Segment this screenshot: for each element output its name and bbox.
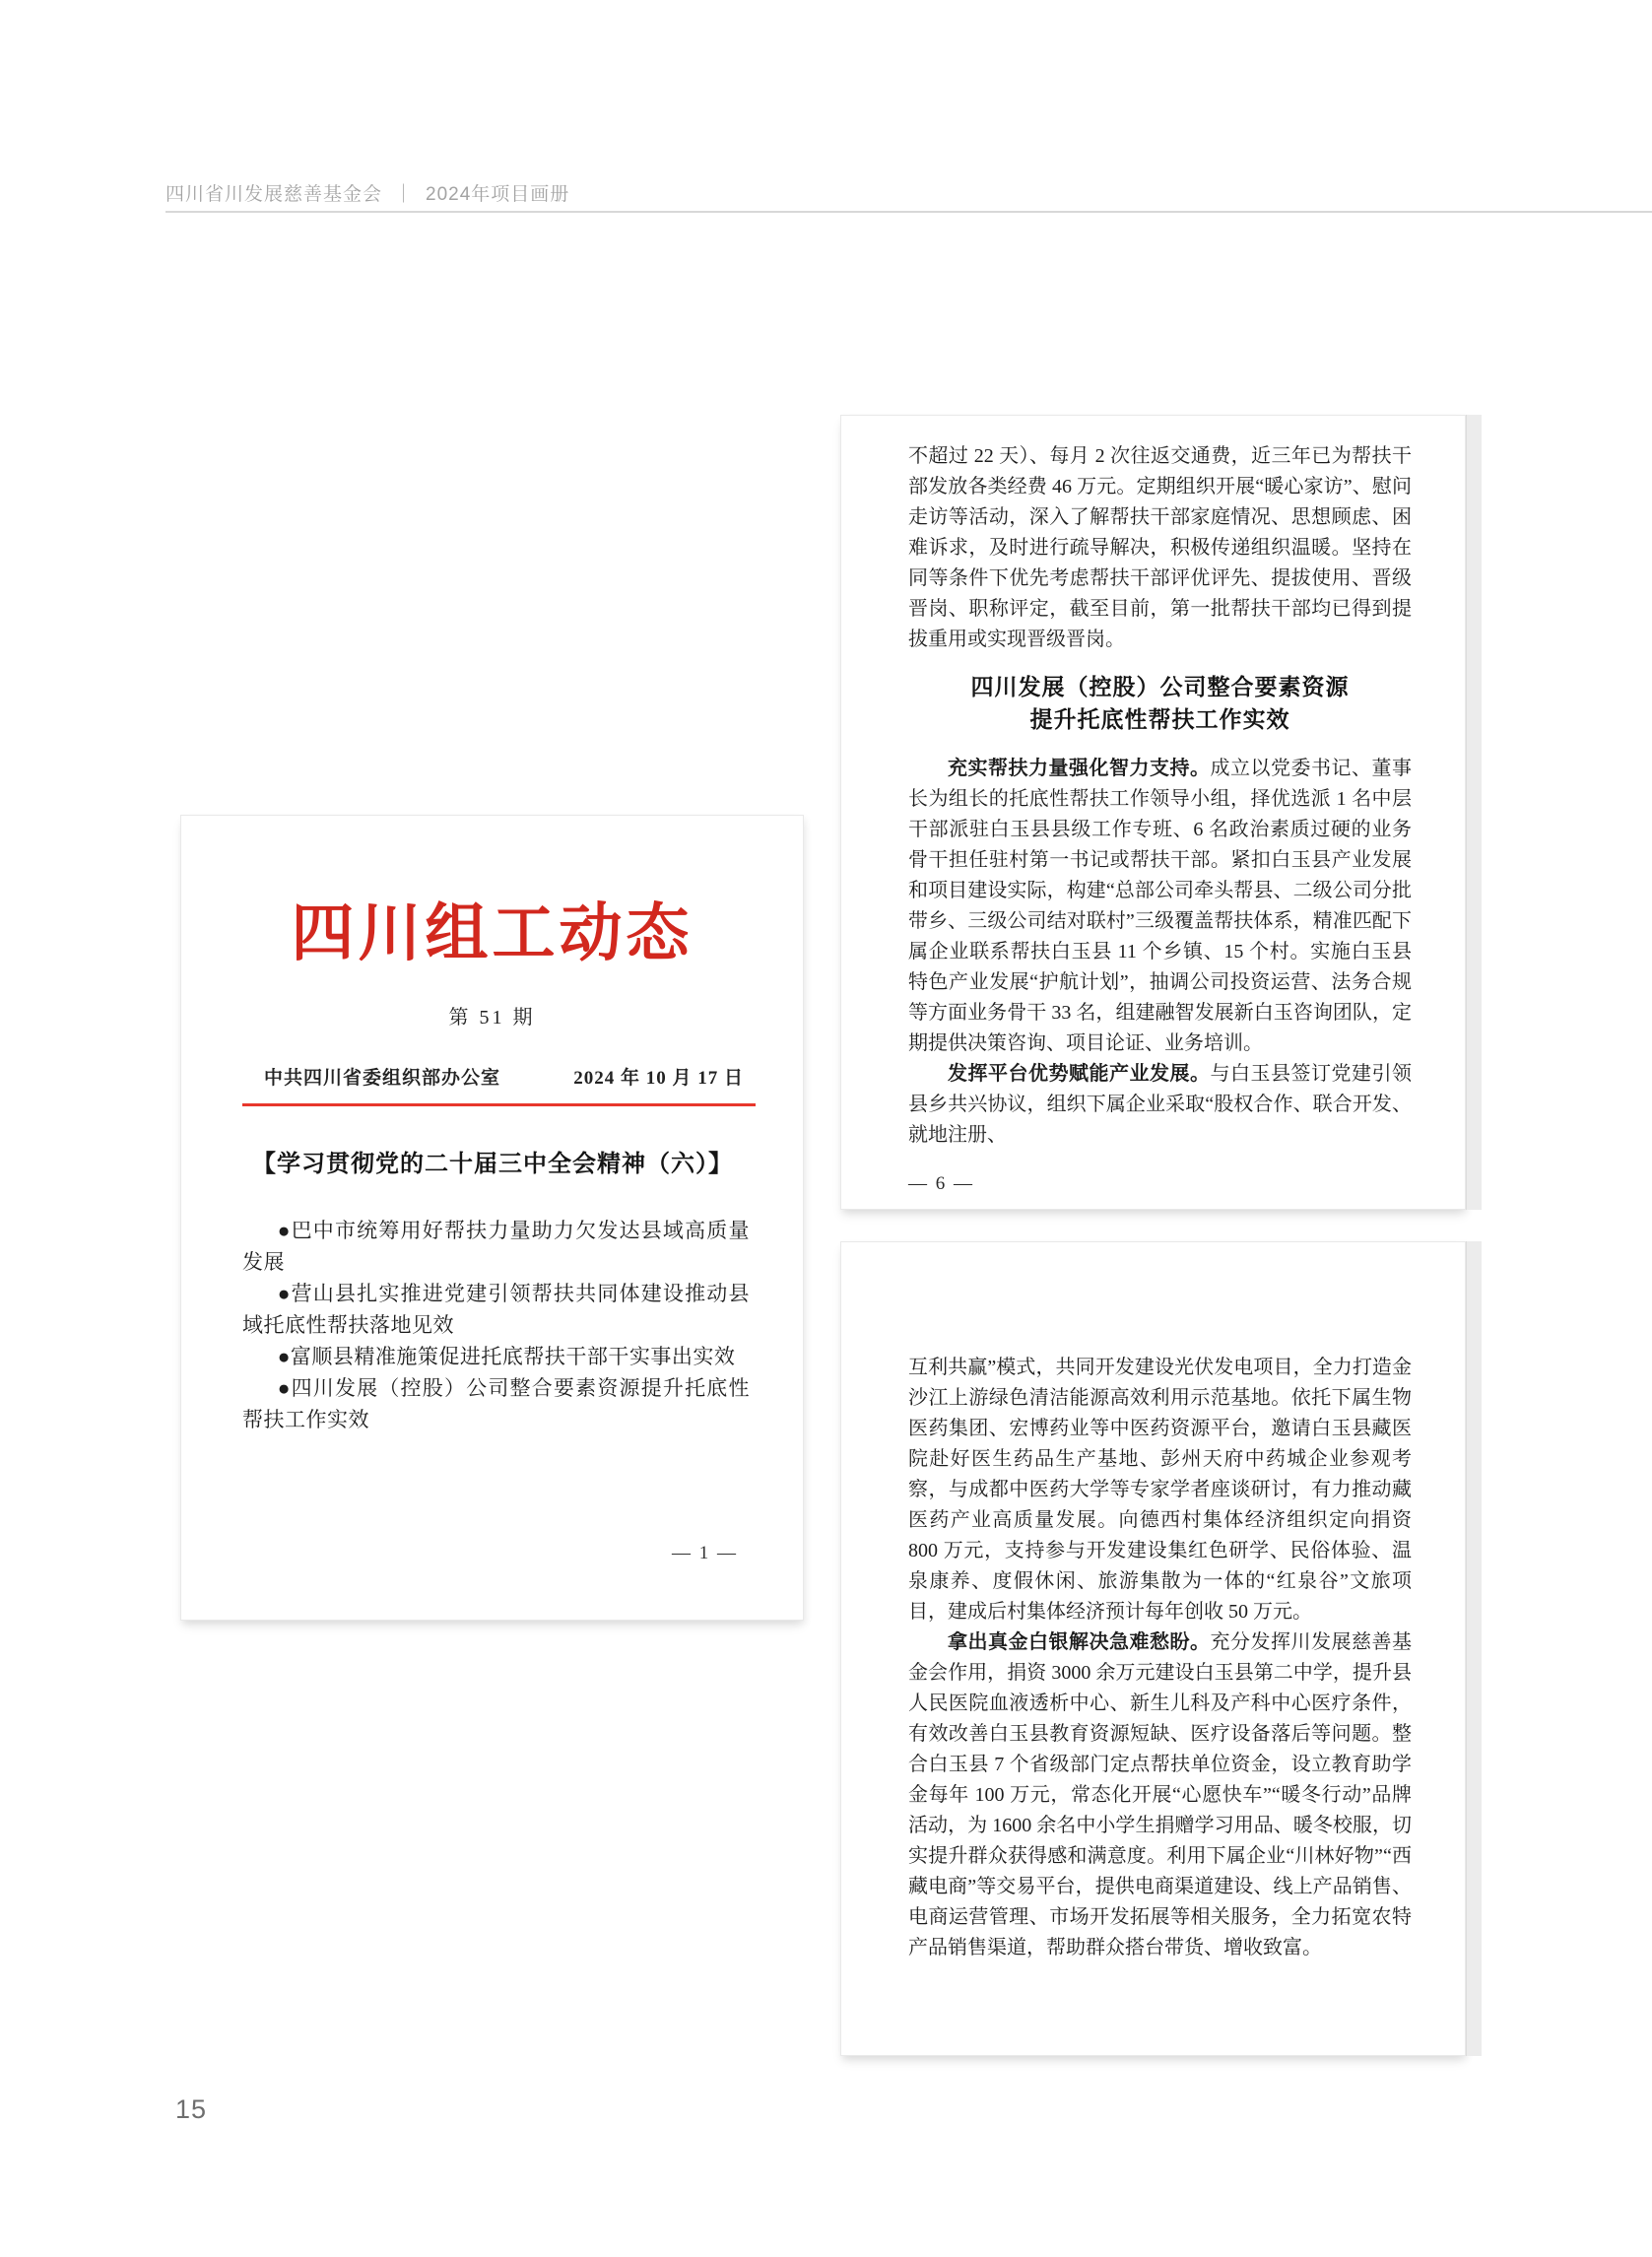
article-heading (908, 671, 1412, 736)
paragraph-lead: 发挥平台优势赋能产业发展。 (948, 1063, 1211, 1085)
newsletter-date: 2024 年 10 月 17 日 (573, 1068, 744, 1089)
page-header (165, 179, 569, 206)
newsletter-issue: 第 51 期 (448, 1007, 536, 1029)
list-item: ●营山县扎实推进党建引领帮扶共同体建设推动县域托底性帮扶落地见效 (242, 1282, 750, 1337)
scan-newsletter-cover (180, 815, 804, 1621)
paragraph-body: 成立以党委书记、董事长为组长的托底性帮扶工作领导小组，择优选派 1 名中层干部派驻白玉县县级工作专班、6 名政治素质过硬的业务骨干担任驻村第一书记或帮扶干部。紧扣白玉县产业发展和项目建设实际，构建“总部公司牵头帮县、二级公司分批带乡、三级公司结对联村”三级覆盖帮扶体系，精准匹配下属企业联系帮扶白玉县 11 个乡镇、15 个村。实施白玉县特色产业发展“护航计划”，抽调公司投资运营、法务合规等方面业务骨干 33 名，组建融智发展新白玉咨询团队，定期提供决策咨询、项目论证、业务培训。 (908, 758, 1412, 1054)
header-subtitle: 2024年项目画册 (426, 184, 570, 205)
scan-page-7 (840, 1241, 1466, 2056)
paragraph (908, 1059, 1412, 1151)
paragraph (908, 754, 1412, 1059)
list-item: ●巴中市统筹用好帮扶力量助力欠发达县域高质量发展 (242, 1219, 750, 1274)
paragraph-lead: 充实帮扶力量强化智力支持。 (948, 758, 1211, 779)
newsletter-issuer: 中共四川省委组织部办公室 (264, 1068, 501, 1089)
list-item: ●四川发展（控股）公司整合要素资源提升托底性帮扶工作实效 (242, 1376, 750, 1431)
paragraph-body: 与白玉县签订党建引领县乡共兴协议，组织下属企业采取“股权合作、联合开发、就地注册、 (908, 1063, 1412, 1146)
scan-page-6 (840, 415, 1466, 1210)
newsletter-title: 四川组工动态 (291, 898, 694, 968)
newsletter-red-rule (242, 1103, 756, 1106)
paragraph-continuation: 不超过 22 天）、每月 2 次往返交通费，近三年已为帮扶干部发放各类经费 46 万元。定期组织开展“暖心家访”、慰问走访等活动，深入了解帮扶干部家庭情况、思想顾虑、困难诉求，及时进行疏导解决，积极传递组织温暖。坚持在同等条件下优先考虑帮扶干部评优评先、提拔使用、晋级晋岗、职称评定，截至目前，第一批帮扶干部均已得到提拔重用或实现晋级晋岗。 (908, 445, 1412, 650)
paragraph-lead: 拿出真金白银解决急难愁盼。 (948, 1631, 1211, 1653)
booklet-page-number: 15 (175, 2094, 208, 2124)
header-brand: 四川省川发展慈善基金会 (165, 184, 383, 205)
newsletter-page-number: — 1 — (672, 1543, 738, 1563)
newsletter-meta-row (181, 1063, 803, 1090)
page-6-edge-shadow (1466, 415, 1482, 1210)
list-item: ●富顺县精准施策促进托底帮扶干部干实事出实效 (277, 1345, 736, 1368)
paragraph-continuation: 互利共赢”模式，共同开发建设光伏发电项目，全力打造金沙江上游绿色清洁能源高效利用示范基地。依托下属生物医药集团、宏博药业等中医药资源平台，邀请白玉县藏医院赴好医生药品生产基地、彭州天府中药城企业参观考察，与成都中医药大学等专家学者座谈研讨，有力推动藏医药产业高质量发展。向德西村集体经济组织定向捐资 800 万元，支持参与开发建设集红色研学、民俗体验、温泉康养、度假休闲、旅游集散为一体的“红泉谷”文旅项目，建成后村集体经济预计每年创收 50 万元。 (908, 1357, 1412, 1623)
page-6-number: — 6 — (908, 1173, 974, 1194)
page-7-edge-shadow (1466, 1241, 1482, 2056)
newsletter-section-heading: 【学习贯彻党的二十届三中全会精神（六）】 (252, 1151, 733, 1177)
paragraph-body: 充分发挥川发展慈善基金会作用，捐资 3000 余万元建设白玉县第二中学，提升县人民医院血液透析中心、新生儿科及产科中心医疗条件，有效改善白玉县教育资源短缺、医疗设备落后等问题。整合白玉县 7 个省级部门定点帮扶单位资金，设立教育助学金每年 100 万元，常态化开展“心愿快车”“暖冬行动”品牌活动，为 1600 余名中小学生捐赠学习用品、暖冬校服，切实提升群众获得感和满意度。利用下属企业“川林好物”“西藏电商”等交易平台，提供电商渠道建设、线上产品销售、电商运营管理、市场开发拓展等相关服务，全力拓宽农特产品销售渠道，帮助群众搭台带货、增收致富。 (908, 1631, 1412, 1958)
header-separator: ｜ (394, 184, 415, 205)
article-heading-line1: 四川发展（控股）公司整合要素资源 (970, 675, 1350, 699)
paragraph (908, 1627, 1412, 1963)
newsletter-bullet-list (181, 1215, 803, 1435)
article-heading-line2: 提升托底性帮扶工作实效 (1029, 707, 1290, 732)
header-divider (165, 211, 1652, 213)
